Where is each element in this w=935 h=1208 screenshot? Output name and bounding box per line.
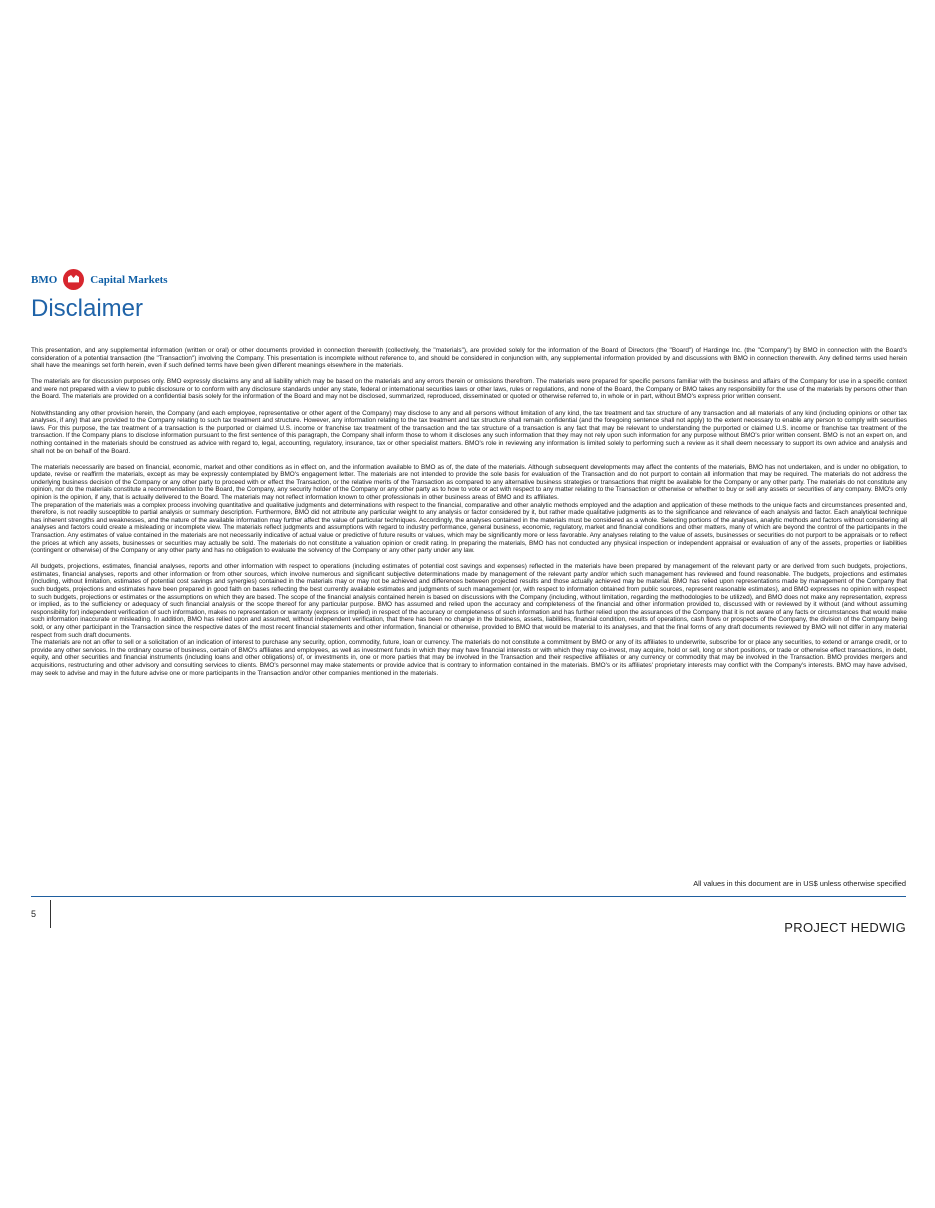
disclaimer-paragraph: The materials are not an offer to sell or a solicitation of an indication of interest to purchase any security, option, commodity, future, loan or currency. The materials do not constitute a commitment by BMO or any of its affiliates to underwrite, subscribe for or place any securities, to extend or arrange credit, or to provide any other services. In the ordinary course of business, certain of BMO's affiliates and employees, as well as investment funds in which they may have financial interests or with which they may co-invest, may acquire, hold or sell, long or short positions, or trade or otherwise effect transactions, in debt, equity, and other securities and financial instruments (including loans and other obligations) of, or investments in, one or more parties that may be involved in the Transaction and their respective affiliates or any currency or commodity that may be involved in the Transaction. BMO provides mergers and acquisitions, restructuring and other advisory and consulting services to clients. BMO's personnel may make statements or provide advice that is contrary to information contained in the materials. BMO's or its affiliates' proprietary interests may conflict with the Company's interests. BMO may have advised, may seek to advise and may in the future advise one or more participants in the Transaction and/or other companies mentioned in the materials. [31, 639, 907, 677]
footer-divider [31, 896, 906, 897]
page-title: Disclaimer [31, 295, 144, 322]
disclaimer-body [31, 347, 907, 677]
page-number-divider [50, 900, 51, 928]
disclaimer-paragraph: All budgets, projections, estimates, financial analyses, reports and other information with respect to operations (including estimates of potential cost savings and expenses) reflected in the materials have been prepared by management of the relevant party or are derived from such budgets, projections, estimates, financial analyses, reports and other information or from other sources, which involve numerous and significant subjective determinations made by management of the relevant party and/or which such management has reviewed and found reasonable. The budgets, projections and estimates (including, without limitation, estimates of potential cost savings and synergies) contained in the materials may or may not be achieved and differences between projected results and those actually achieved may be material. BMO has relied upon representations made by management of the Company that such budgets, projections and estimates have been prepared in good faith on bases reflecting the best currently available estimates and judgments of such management (or, with respect to information obtained from public sources, represent reasonable estimates), and BMO expresses no opinion with respect to such budgets, projections or estimates or the assumptions on which they are based. The scope of the financial analysis contained herein is based on discussions with the Company (including, without limitation, regarding the methodologies to be utilized), and BMO does not make any representation, express or implied, as to the sufficiency or adequacy of such financial analysis or the scope thereof for any particular purpose. BMO has assumed and relied upon the accuracy and completeness of the financial and other information provided to, discussed with or reviewed by it without (and without assuming responsibility for) independent verification of such information, makes no representation or warranty (express or implied) in respect of the accuracy or completeness of such information and has further relied upon the assurances of the Company that it is not aware of any facts or circumstances that would make such information inaccurate or misleading. In addition, BMO has relied upon and assumed, without independent verification, that there has been no change in the business, assets, liabilities, financial condition, results of operations, cash flows or prospects of the Company, the division of the Company being sold, or any other participant in the Transaction since the respective dates of the most recent financial statements and other information, financial or otherwise, provided to BMO that would be material to its analyses, and that the final forms of any draft documents reviewed by BMO will not differ in any material respect from such draft documents. [31, 563, 907, 639]
disclaimer-paragraph: The materials necessarily are based on financial, economic, market and other conditions as in effect on, and the information available to BMO as of, the date of the materials. Although subsequent developments may affect the contents of the materials, BMO has not undertaken, and is under no obligation, to update, revise or reaffirm the materials, except as may be expressly contemplated by BMO's engagement letter. The materials are not intended to provide the sole basis for evaluation of the Transaction and do not purport to contain all information that may be required. The materials do not address the underlying business decision of the Company or any other party to proceed with or effect the Transaction, or the relative merits of the Transaction as compared to any alternative business strategies or transactions that might be available for the Company or any other party. The materials do not constitute any opinion, nor do the materials constitute a recommendation to the Board, the Company, any security holder of the Company or any other party as to how to vote or act with respect to any matter relating to the Transaction or otherwise or whether to buy or sell any assets or securities of any company. BMO's only opinion is the opinion, if any, that is actually delivered to the Board. The materials may not reflect information known to other professionals in other business areas of BMO and its affiliates. [31, 463, 907, 501]
disclaimer-paragraph: The materials are for discussion purposes only. BMO expressly disclaims any and all liability which may be based on the materials and any errors therein or omissions therefrom. The materials were prepared for specific persons familiar with the business and affairs of the Company for use in a specific context and were not prepared with a view to public disclosure or to conform with any disclosure standards under any state, federal or international securities laws or other laws, rules or regulations, and none of the Board, the Company or BMO takes any responsibility for the use of the materials by persons other than the Board. The materials are provided on a confidential basis solely for the information of the Board and may not be disclosed, summarized, reproduced, disseminated or quoted or otherwise referred to, in whole or in part, without BMO's express prior written consent. [31, 378, 907, 401]
disclaimer-paragraph: Notwithstanding any other provision herein, the Company (and each employee, representative or other agent of the Company) may disclose to any and all persons without limitation of any kind, the tax treatment and tax structure of any transaction and all materials of any kind (including opinions or other tax analyses, if any) that are provided to the Company relating to such tax treatment and structure. However, any information relating to the tax treatment and tax structure shall remain confidential (and the foregoing sentence shall not apply) to the extent necessary to enable any person to comply with securities laws. For this purpose, the tax treatment of a transaction is the purported or claimed U.S. income or franchise tax treatment of the transaction and the tax structure of a transaction is any fact that may be relevant to understanding the purported or claimed U.S. income or franchise tax treatment of the transaction. If the Company plans to disclose information pursuant to the first sentence of this paragraph, the Company shall inform those to whom it discloses any such information that they may not rely upon such information for any purpose without BMO's prior written consent. BMO is not an expert on, and nothing contained in the materials should be construed as advice with regard to, legal, accounting, regulatory, insurance, tax or other specialist matters. BMO's role in reviewing any information is limited solely to performing such a review as it shall deem necessary to support its own advice and analysis and shall not be on behalf of the Board. [31, 409, 907, 455]
bmo-logo [31, 269, 168, 290]
page-number: 5 [31, 909, 37, 919]
disclaimer-paragraph: The preparation of the materials was a complex process involving quantitative and qualitative judgments and determinations with respect to the financial, comparative and other analytic methods employed and the adaption and application of these methods to the unique facts and circumstances presented and, therefore, is not readily susceptible to partial analysis or summary description. Furthermore, BMO did not attribute any particular weight to any analysis or factor considered by it, but rather made qualitative judgments as to the significance and relevance of each analysis and factor. Each analytical technique has inherent strengths and weaknesses, and the nature of the available information may further affect the value of particular techniques. Accordingly, the analyses contained in the materials must be considered as a whole. Selecting portions of the analyses, analytic methods and factors without considering all analyses and factors could create a misleading or incomplete view. The materials reflect judgments and assumptions with regard to industry performance, general business, economic, regulatory, market and financial conditions and other matters, many of which are beyond the control of the participants in the Transaction. Any estimates of value contained in the materials are not necessarily indicative of actual value or predictive of future results or values, which may be significantly more or less favorable. Any analyses relating to the value of assets, businesses or securities do not purport to be appraisals or to reflect the prices at which any assets, businesses or securities may actually be sold. The materials do not constitute a valuation opinion or credit rating. In preparing the materials, BMO has not conducted any physical inspection or independent appraisal or evaluation of any of the assets, properties or liabilities (contingent or otherwise) of the Company or any other party and has no obligation to evaluate the solvency of the Company or any other party under any law. [31, 501, 907, 555]
bmo-roundel-icon [63, 269, 84, 290]
brand-division: Capital Markets [90, 273, 168, 286]
project-name: PROJECT HEDWIG [784, 920, 906, 935]
currency-footnote: All values in this document are in US$ unless otherwise specified [693, 879, 906, 888]
disclaimer-paragraph: This presentation, and any supplemental information (written or oral) or other documents provided in connection therewith (collectively, the "materials"), are provided solely for the information of the Board of Directors (the "Board") of Hardinge Inc. (the "Company") by BMO in connection with the Board's consideration of a potential transaction (the "Transaction") involving the Company. This presentation is incomplete without reference to, and should be considered in conjunction with, any supplemental information provided by and discussions with BMO in connection therewith. Any defined terms used herein shall have the meanings set forth herein, even if such defined terms have been given different meanings elsewhere in the materials. [31, 347, 907, 370]
brand-name: BMO [31, 273, 58, 286]
